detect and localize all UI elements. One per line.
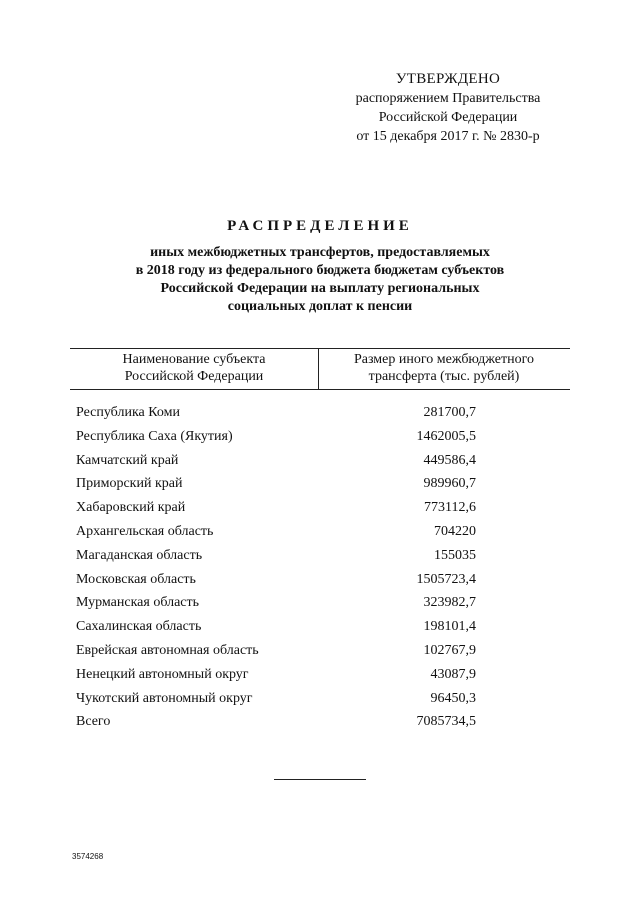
subtitle-line: социальных доплат к пенсии	[227, 299, 413, 314]
transfer-amount: 323982,7	[423, 595, 476, 611]
transfer-amount: 102767,9	[423, 642, 476, 658]
header-line: Наименование субъекта	[122, 352, 266, 367]
table-top-rule	[70, 348, 570, 349]
table-row	[0, 401, 640, 425]
transfer-amount: 704220	[434, 523, 476, 539]
table-row	[0, 449, 640, 473]
table-header-name	[70, 351, 318, 385]
table-body	[0, 401, 640, 734]
region-name: Ненецкий автономный округ	[76, 666, 249, 682]
table-header-amount	[318, 351, 570, 385]
table-row	[0, 496, 640, 520]
region-name: Магаданская область	[76, 547, 203, 563]
table-header-rule	[70, 389, 570, 390]
table-row	[0, 615, 640, 639]
table-row	[0, 544, 640, 568]
table-row	[0, 425, 640, 449]
table-row	[0, 663, 640, 687]
header-line: Российской Федерации	[124, 369, 264, 384]
approval-line-1: распоряжением Правительства	[355, 91, 541, 106]
header-line: Размер иного межбюджетного	[353, 352, 535, 367]
total-label: Всего	[76, 714, 111, 730]
transfer-amount: 989960,7	[423, 476, 476, 492]
subtitle-line: Российской Федерации на выплату региональных	[160, 281, 480, 296]
region-name: Республика Коми	[76, 405, 180, 420]
region-name: Архангельская область	[76, 523, 214, 539]
document-title: РАСПРЕДЕЛЕНИЕ	[227, 218, 413, 234]
transfer-amount: 449586,4	[423, 452, 476, 468]
transfer-amount: 43087,9	[430, 666, 476, 682]
document-subtitle	[0, 244, 640, 316]
total-amount: 7085734,5	[416, 714, 476, 730]
transfer-amount: 198101,4	[423, 619, 476, 635]
region-name: Мурманская область	[76, 595, 200, 611]
transfer-amount: 155035	[434, 547, 476, 563]
approval-block	[330, 70, 566, 146]
transfer-amount: 1505723,4	[416, 571, 476, 587]
transfer-amount: 281700,7	[423, 405, 476, 420]
table-row	[0, 687, 640, 711]
table-row	[0, 639, 640, 663]
approval-line-2: Российской Федерации	[378, 110, 518, 125]
table-row	[0, 520, 640, 544]
table-row	[0, 472, 640, 496]
region-name: Камчатский край	[76, 452, 179, 468]
end-of-document-rule	[274, 779, 366, 780]
region-name: Приморский край	[76, 476, 183, 492]
region-name: Еврейская автономная область	[76, 642, 259, 658]
transfer-amount: 96450,3	[430, 690, 476, 706]
transfer-amount: 1462005,5	[416, 428, 476, 444]
document-number: 3574268	[72, 852, 104, 861]
table-row	[0, 591, 640, 615]
subtitle-line: иных межбюджетных трансфертов, предоставляемых	[150, 245, 490, 260]
region-name: Московская область	[76, 571, 196, 587]
transfer-amount: 773112,6	[424, 500, 476, 516]
header-line: трансферта (тыс. рублей)	[368, 369, 520, 384]
approval-line-3: от 15 декабря 2017 г. № 2830-р	[356, 129, 540, 144]
region-name: Чукотский автономный округ	[76, 690, 253, 706]
approval-title: УТВЕРЖДЕНО	[395, 71, 501, 87]
subtitle-line: в 2018 году из федерального бюджета бюджетам субъектов	[135, 263, 505, 278]
table-row	[0, 568, 640, 592]
region-name: Республика Саха (Якутия)	[76, 428, 233, 444]
region-name: Сахалинская область	[76, 619, 202, 635]
region-name: Хабаровский край	[76, 500, 186, 516]
table-row-total	[0, 710, 640, 734]
